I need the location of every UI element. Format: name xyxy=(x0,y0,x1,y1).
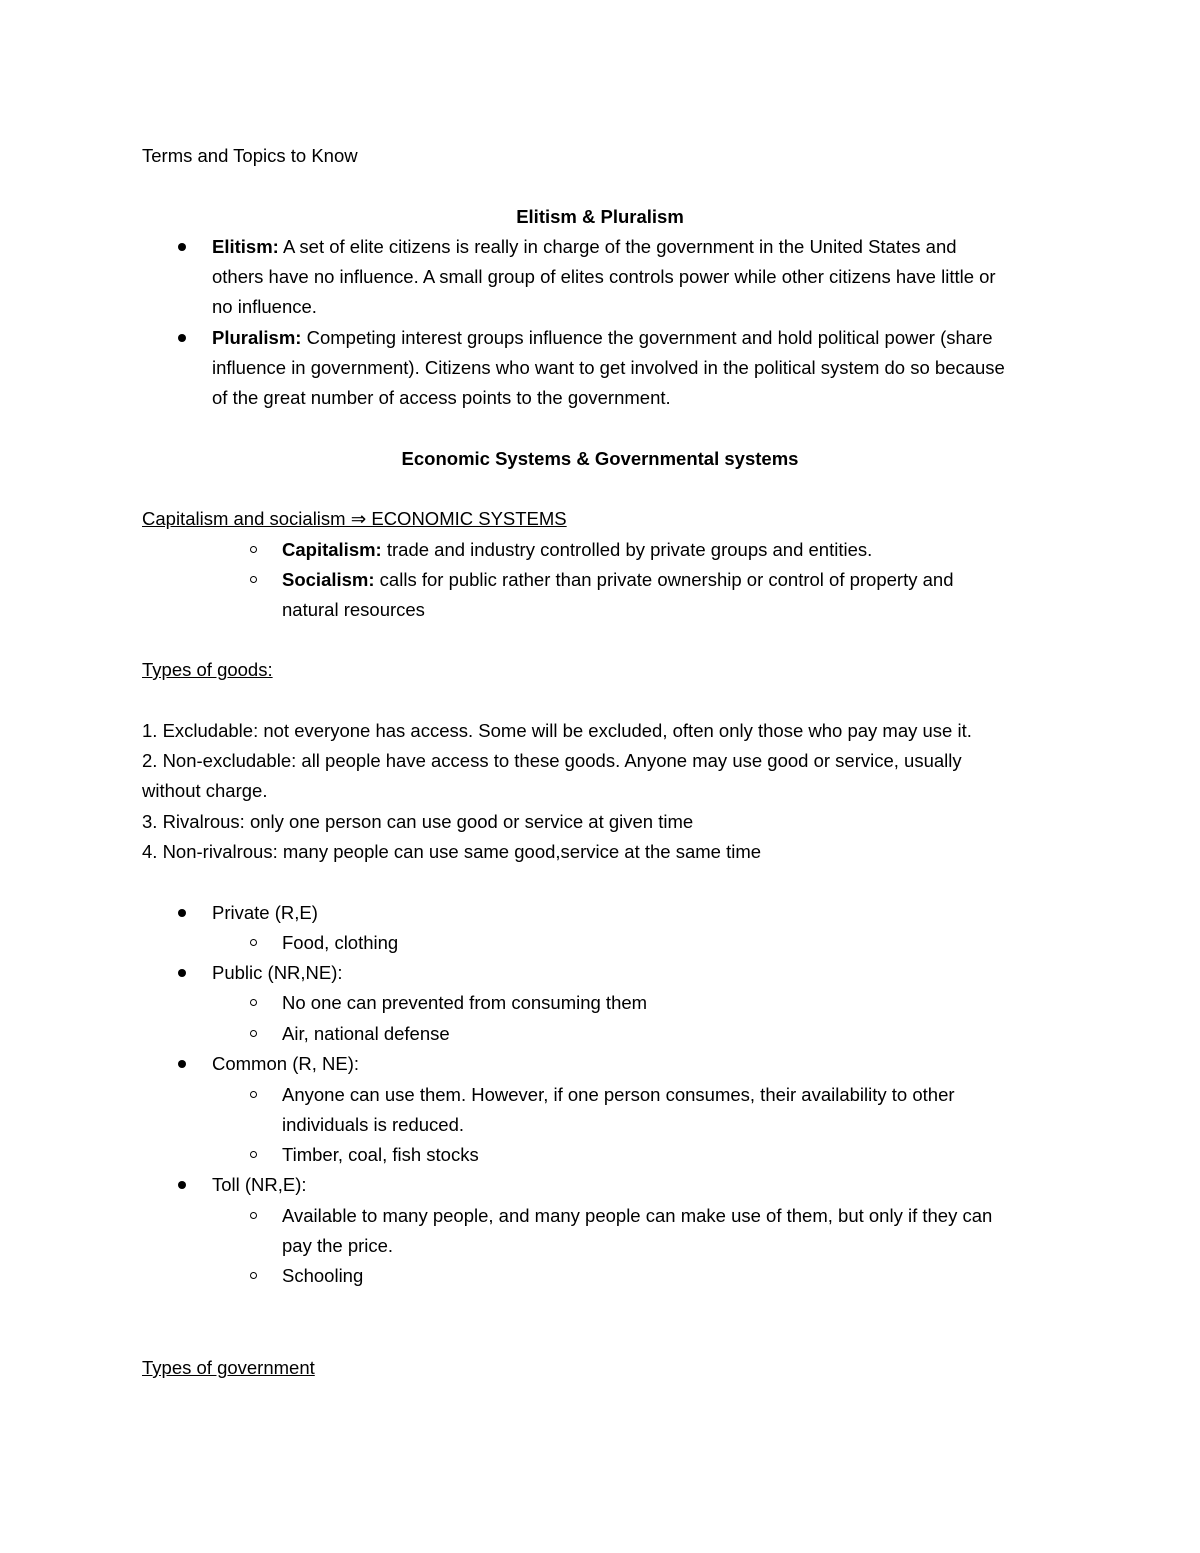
socialism-line-1: Socialism: calls for public rather than private ownership or control of property and xyxy=(282,569,954,590)
goods-numbered-2-cont: without charge. xyxy=(142,780,268,801)
types-of-government-heading: Types of government xyxy=(142,1357,315,1378)
goods-numbered-1: 1. Excludable: not everyone has access. Some will be excluded, often only those who pay may use it. xyxy=(142,720,972,741)
pluralism-line-1: Pluralism: Competing interest groups influence the government and hold political power (share xyxy=(212,327,993,348)
private-goods-label: Private (R,E) xyxy=(212,902,318,923)
public-goods-item-1: No one can prevented from consuming them xyxy=(282,992,648,1013)
bullet-icon xyxy=(178,243,186,251)
bullet-icon xyxy=(178,1181,186,1189)
toll-goods-item-1-line-1: Available to many people, and many people can make use of them, but only if they can xyxy=(282,1205,993,1226)
goods-numbered-4: 4. Non-rivalrous: many people can use same good,service at the same time xyxy=(142,841,762,862)
pluralism-line-2: influence in government). Citizens who want to get involved in the political system do so because xyxy=(212,357,1005,378)
common-goods-item-1-line-1: Anyone can use them. However, if one person consumes, their availability to other xyxy=(282,1084,955,1105)
bullet-icon xyxy=(178,969,186,977)
elitism-line-1: Elitism: A set of elite citizens is really in charge of the government in the United States and xyxy=(212,236,957,257)
bullet-icon xyxy=(178,334,186,342)
circle-bullet-icon xyxy=(250,1151,257,1158)
circle-bullet-icon xyxy=(250,1091,257,1098)
circle-bullet-icon xyxy=(250,999,257,1006)
circle-bullet-icon xyxy=(250,576,257,583)
circle-bullet-icon xyxy=(250,1030,257,1037)
common-goods-item-2: Timber, coal, fish stocks xyxy=(282,1144,479,1165)
public-goods-item-2: Air, national defense xyxy=(282,1023,450,1044)
socialism-line-2: natural resources xyxy=(282,599,425,620)
common-goods-item-1-line-2: individuals is reduced. xyxy=(282,1114,465,1135)
circle-bullet-icon xyxy=(250,939,257,946)
document-title: Terms and Topics to Know xyxy=(142,145,358,166)
elitism-line-2: others have no influence. A small group of elites controls power while other citizens have little or xyxy=(212,266,996,287)
toll-goods-item-1-line-2: pay the price. xyxy=(282,1235,394,1256)
section-heading-economic-systems: Economic Systems & Governmental systems xyxy=(401,448,799,469)
public-goods-label: Public (NR,NE): xyxy=(212,962,343,983)
goods-numbered-3: 3. Rivalrous: only one person can use good or service at given time xyxy=(142,811,694,832)
circle-bullet-icon xyxy=(250,1212,257,1219)
private-goods-item: Food, clothing xyxy=(282,932,399,953)
bullet-icon xyxy=(178,1060,186,1068)
circle-bullet-icon xyxy=(250,546,257,553)
toll-goods-item-2: Schooling xyxy=(282,1265,364,1286)
pluralism-line-3: of the great number of access points to the government. xyxy=(212,387,671,408)
capitalism-line: Capitalism: trade and industry controlled by private groups and entities. xyxy=(282,539,873,560)
section-heading-elitism-pluralism: Elitism & Pluralism xyxy=(516,206,684,227)
elitism-line-3: no influence. xyxy=(212,296,317,317)
common-goods-label: Common (R, NE): xyxy=(212,1053,359,1074)
subheading-capitalism-socialism: Capitalism and socialism ⇒ ECONOMIC SYSTEMS xyxy=(142,508,567,529)
types-of-goods-heading: Types of goods: xyxy=(142,659,273,680)
bullet-icon xyxy=(178,909,186,917)
goods-numbered-2: 2. Non-excludable: all people have access to these goods. Anyone may use good or service, usually xyxy=(142,750,962,771)
circle-bullet-icon xyxy=(250,1272,257,1279)
toll-goods-label: Toll (NR,E): xyxy=(212,1174,307,1195)
